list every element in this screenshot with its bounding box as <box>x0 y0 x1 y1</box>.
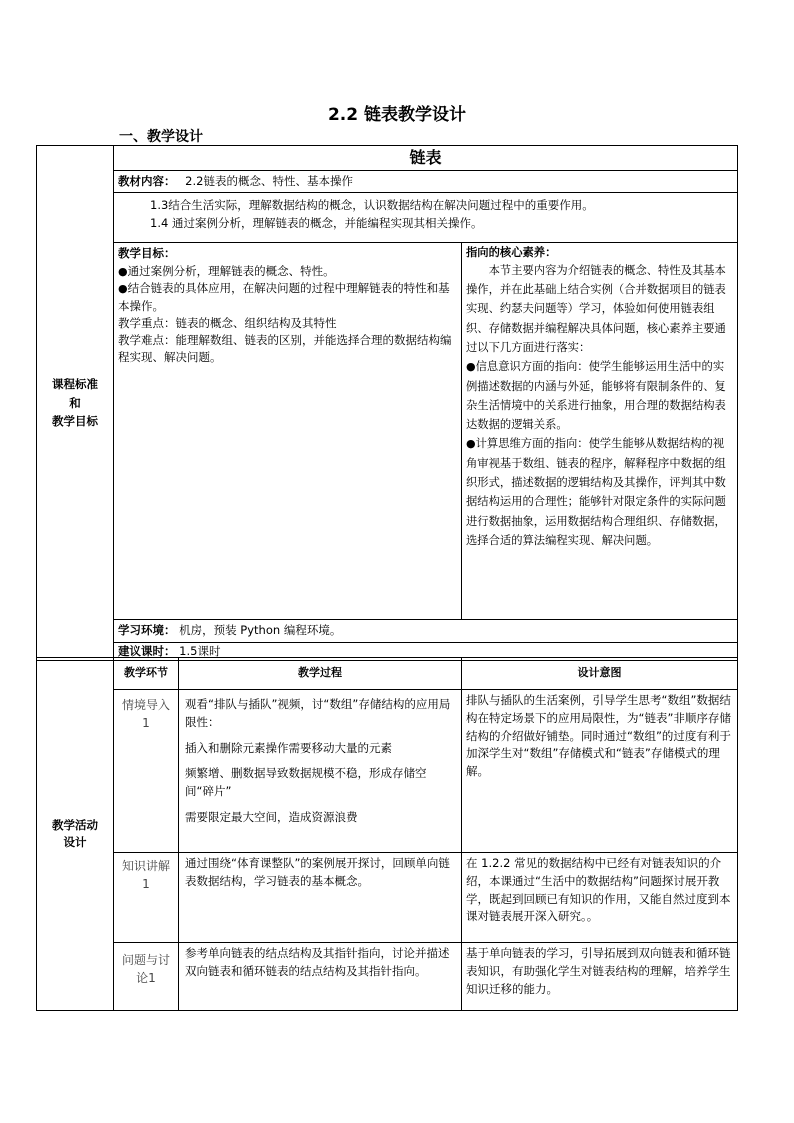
goal-bullet-text: 结合链表的具体应用，在解决问题的过程中理解链表的特性和基本操作。 <box>118 281 450 313</box>
intent-cell <box>462 690 738 853</box>
bullet-icon: ● <box>118 264 128 278</box>
bullet-icon: ● <box>466 437 476 451</box>
header-stage: 教学环节 <box>114 658 179 690</box>
key-point: 教学重点：链表的概念、组织结构及其特性 <box>118 315 337 330</box>
process-cell <box>179 853 462 943</box>
goals-label: 教学目标： <box>118 246 176 261</box>
hours-label: 建议课时： <box>118 643 176 658</box>
literacy-bullet <box>466 434 733 550</box>
goals-cell <box>114 243 462 620</box>
intent-text: 基于单向链表的学习，引导拓展到双向链表和循环链表知识，有助强化学生对链表结构的理解，培养学生知识迁移的能力。 <box>466 946 731 996</box>
bullet-icon: ● <box>118 282 128 295</box>
process-text: 插入和删除元素操作需要移动大量的元素 <box>185 740 392 755</box>
intent-cell <box>462 853 738 943</box>
section-label-line: 和 <box>69 395 81 410</box>
literacy-bullet-text: 信息意识方面的指向：使学生能够运用生活中的实例描述数据的内涵与外延，能够将有限制条件的、复杂生活情境中的关系进行抽象，用合理的数据结构表达数据的逻辑关系。 <box>466 360 726 432</box>
process-text: 需要限定最大空间，造成资源浪费 <box>185 810 358 825</box>
header-process: 教学过程 <box>179 658 462 690</box>
process-text: 观看“排队与插队”视频，讨“数组”存储结构的应用局限性： <box>185 697 451 729</box>
lesson-design-table <box>36 145 738 661</box>
literacy-bullet <box>466 357 733 434</box>
stage-cell <box>114 853 179 943</box>
process-text: 频繁增、删数据导致数据规模不稳，形成存储空间“碎片” <box>185 766 427 799</box>
activities-table <box>36 657 738 1011</box>
standard-item: 1.4 通过案例分析，理解链表的概念，并能编程实现其相关操作。 <box>150 215 483 230</box>
section-heading: 一、教学设计 <box>119 129 203 145</box>
document-title: 2.2 链表教学设计 <box>327 105 467 125</box>
process-text: 参考单向链表的结点结构及其指针指向，讨论并描述双向链表和循环链表的结点结构及其指针指向。 <box>185 946 450 978</box>
intent-cell <box>462 943 738 1011</box>
section-label-standards-goals <box>37 146 114 661</box>
environment-label: 学习环境： <box>118 623 176 638</box>
difficulty: 教学难点：能理解数组、链表的区别，并能选择合理的数据结构编程实现、解决问题。 <box>118 333 452 365</box>
hours-value: 1.5课时 <box>179 643 221 658</box>
material-cell <box>114 171 738 193</box>
environment-cell <box>114 620 738 642</box>
section-label-line: 设计 <box>63 835 87 849</box>
process-cell <box>179 943 462 1011</box>
process-text: 通过围绕“体育课整队”的案例展开探讨，回顾单向链表数据结构，学习链表的基本概念。 <box>185 856 450 888</box>
topic-title: 链表 <box>114 146 738 171</box>
section-label-line: 课程标准 <box>52 377 98 392</box>
stage-cell <box>114 943 179 1011</box>
goal-bullet <box>118 263 457 281</box>
goal-bullet <box>118 280 457 315</box>
bullet-icon: ● <box>466 360 476 374</box>
literacy-bullet-text: 计算思维方面的指向：使学生能够从数据结构的视角审视基于数组、链表的程序，解释程序中数据的组织形式，描述数据的逻辑结构及其操作，评判其中数据结构运用的合理性；能够针对限定条件的实际问题进行数据抽象，运用数据结构合理组织、存储数据，选择合适的算法编程实现、解决问题。 <box>466 437 726 547</box>
section-label-activities <box>37 658 114 1011</box>
environment-value: 机房，预装 Python 编程环境。 <box>179 623 342 638</box>
standard-item: 1.3结合生活实际，理解数据结构的概念，认识数据结构在解决问题过程中的重要作用。 <box>150 198 594 213</box>
stage-label: 知识讲解1 <box>122 859 171 891</box>
section-label-line: 教学活动 <box>52 817 98 832</box>
literacy-label: 指向的核心素养： <box>466 246 557 260</box>
header-intent: 设计意图 <box>462 658 738 690</box>
material-value: 2.2链表的概念、特性、基本操作 <box>185 174 353 188</box>
literacy-intro: 本节主要内容为介绍链表的概念、特性及其基本操作，并在此基础上结合实例（合并数据项目的链表实现、约瑟夫问题等）学习，体验如何使用链表组织、存储数据并编程解决具体问题，核心素养主要通过以下几方面进行落实： <box>466 264 726 354</box>
literacy-cell <box>462 243 738 620</box>
material-label: 教材内容： <box>118 174 176 188</box>
section-label-line: 教学目标 <box>52 414 98 429</box>
goal-bullet-text: 通过案例分析，理解链表的概念、特性。 <box>127 263 335 278</box>
process-cell <box>179 690 462 853</box>
intent-text: 排队与插队的生活案例，引导学生思考“数组”数据结构在特定场景下的应用局限性，为“链表”非顺序存储结构的介绍做好铺垫。同时通过“数组”的过度有利于加深学生对“数组”存储模式和“链表”存储模式的理解。 <box>466 693 731 779</box>
standards-cell <box>114 193 738 243</box>
stage-label: 情境导入1 <box>121 698 170 730</box>
stage-label: 问题与讨论1 <box>122 953 171 985</box>
intent-text: 在 1.2.2 常见的数据结构中已经有对链表知识的介绍，本课通过“生活中的数据结构”问题探讨展开教学，既起到回顾已有知识的作用，又能自然过度到本课对链表展开深入研究。。 <box>466 856 731 924</box>
stage-cell <box>114 690 179 853</box>
